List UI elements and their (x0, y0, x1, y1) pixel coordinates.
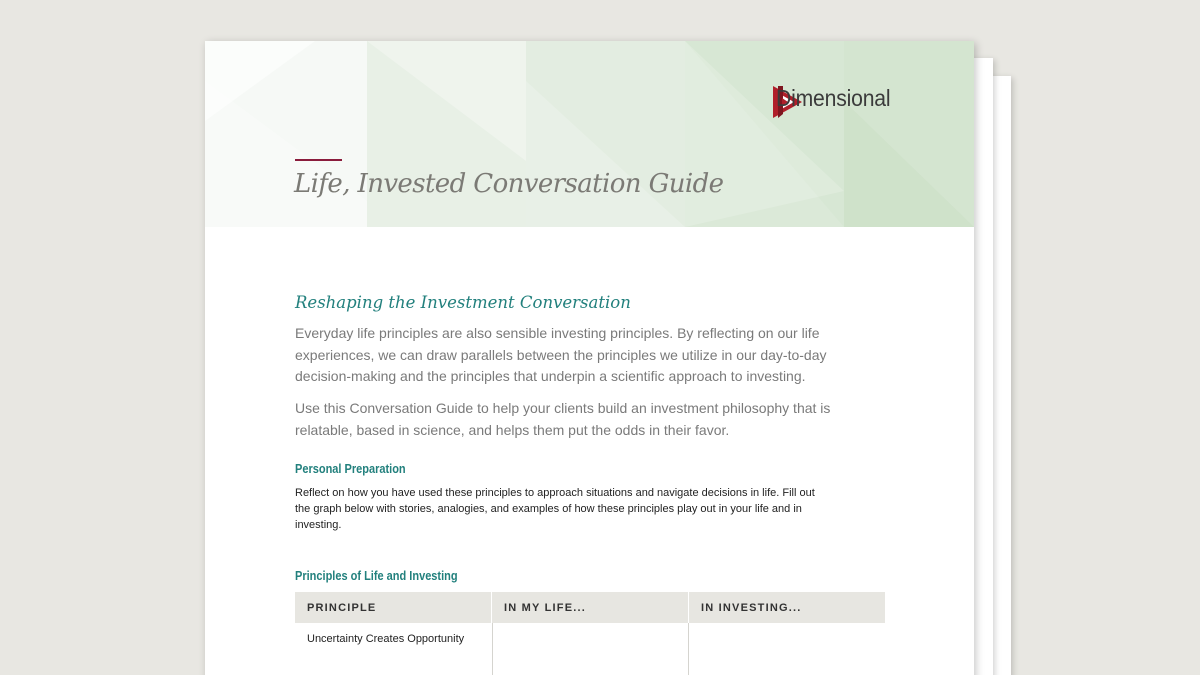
column-header-principle: PRINCIPLE (295, 592, 491, 623)
title-rule (295, 159, 342, 161)
personal-preparation-heading: Personal Preparation (295, 462, 406, 476)
column-header-in-investing: IN INVESTING... (689, 592, 885, 623)
section-heading: Reshaping the Investment Conversation (295, 293, 631, 312)
logo-wordmark: Dimensional (776, 85, 891, 111)
table-row (295, 623, 885, 675)
dimensional-logo (771, 85, 900, 112)
principle-cell: Uncertainty Creates Opportunity (307, 633, 465, 645)
principles-heading: Principles of Life and Investing (295, 569, 458, 583)
column-header-in-my-life: IN MY LIFE... (492, 592, 688, 623)
intro-paragraph: Everyday life principles are also sensible investing principles. By reflecting on our life experiences, we can draw parallels between the principles we utilize in our day-to-day decision-making and the principles that underpin a scientific approach to investing. (295, 325, 827, 384)
page-title: Life, Invested Conversation Guide (294, 169, 724, 199)
in-my-life-cell[interactable] (492, 623, 689, 675)
table-header (295, 592, 885, 623)
in-investing-cell[interactable] (688, 623, 885, 675)
front-page (205, 41, 974, 675)
personal-preparation-text: Reflect on how you have used these principles to approach situations and navigate decisions in life. Fill out the graph below with stories, analogies, and examples of how these principles play out in your life and in investing. (295, 487, 815, 531)
usage-paragraph: Use this Conversation Guide to help your clients build an investment philosophy that is relatable, based in science, and helps them put the odds in their favor. (295, 400, 831, 438)
header-banner (205, 41, 974, 227)
principles-table (295, 592, 885, 675)
banner-pattern (205, 41, 974, 227)
